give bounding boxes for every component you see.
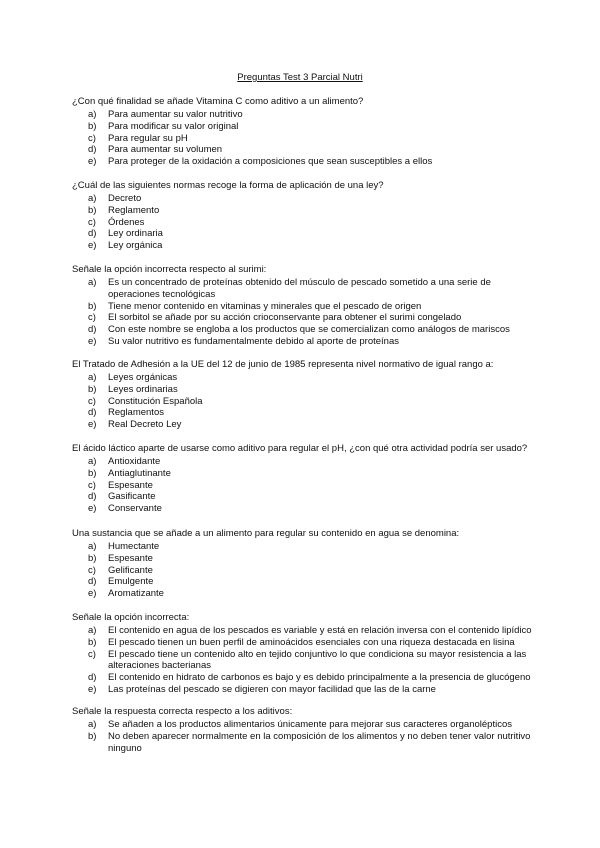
option-letter: b) bbox=[88, 204, 97, 216]
option-text: Emulgente bbox=[108, 576, 154, 588]
option-text: Para aumentar su valor nutritivo bbox=[108, 109, 243, 120]
option-letter: d) bbox=[88, 672, 97, 684]
answer-option bbox=[72, 396, 532, 408]
option-letter: c) bbox=[88, 312, 96, 324]
question-4 bbox=[72, 359, 532, 431]
answer-option bbox=[72, 541, 532, 553]
option-letter: c) bbox=[88, 479, 96, 491]
question-7 bbox=[72, 612, 532, 696]
option-text: Real Decreto Ley bbox=[108, 419, 182, 431]
question-text: Señale la opción incorrecta: bbox=[72, 612, 190, 623]
option-letter: e) bbox=[88, 156, 97, 168]
option-text: Reglamento bbox=[108, 204, 160, 216]
answer-option bbox=[72, 576, 532, 588]
option-text: Aromatizante bbox=[108, 588, 164, 600]
option-letter: a) bbox=[88, 456, 97, 467]
option-letter: a) bbox=[88, 277, 97, 288]
option-text: El pescado tiene un contenido alto en tejido conjuntivo lo que condiciona su mayor resistencia a las alteraciones bacterianas bbox=[108, 648, 527, 672]
option-text: Leyes orgánicas bbox=[108, 372, 178, 383]
question-text: ¿Con qué finalidad se añade Vitamina C como aditivo a un alimento? bbox=[72, 96, 364, 107]
option-letter: e) bbox=[88, 335, 97, 347]
answer-option bbox=[72, 672, 532, 684]
option-letter: d) bbox=[88, 407, 97, 419]
answer-option bbox=[72, 144, 532, 156]
answer-option bbox=[72, 301, 532, 313]
answer-option bbox=[72, 312, 532, 324]
option-text: Gasificante bbox=[108, 491, 156, 503]
answer-option bbox=[72, 372, 532, 384]
option-letter: d) bbox=[88, 576, 97, 588]
answer-option bbox=[72, 731, 532, 755]
option-text: Las proteínas del pescado se digieren con mayor facilidad que las de la carne bbox=[108, 683, 436, 695]
question-6 bbox=[72, 528, 532, 600]
question-8 bbox=[72, 706, 532, 754]
option-letter: e) bbox=[88, 419, 97, 431]
option-letter: d) bbox=[88, 144, 97, 156]
answer-option bbox=[72, 684, 532, 696]
answer-option bbox=[72, 407, 532, 419]
answer-option bbox=[72, 419, 532, 431]
option-letter: a) bbox=[88, 193, 97, 204]
option-text: Decreto bbox=[108, 193, 142, 204]
option-letter: a) bbox=[88, 541, 97, 552]
answer-option bbox=[72, 625, 532, 637]
option-letter: a) bbox=[88, 372, 97, 383]
option-text: Ley orgánica bbox=[108, 240, 163, 252]
option-letter: b) bbox=[88, 300, 97, 312]
answer-option bbox=[72, 109, 532, 121]
option-text: Para aumentar su volumen bbox=[108, 144, 223, 156]
option-text: Tiene menor contenido en vitaminas y minerales que el pescado de origen bbox=[108, 300, 422, 312]
option-text: Para modificar su valor original bbox=[108, 120, 239, 132]
answer-option bbox=[72, 637, 532, 649]
answer-option bbox=[72, 156, 532, 168]
option-text: Conservante bbox=[108, 503, 162, 515]
option-text: Se añaden a los productos alimentarios únicamente para mejorar sus caracteres organolépticos bbox=[108, 719, 512, 730]
option-text: El contenido en agua de los pescados es variable y está en relación inversa con el contenido lipídico bbox=[108, 625, 532, 636]
option-text: El contenido en hidrato de carbonos es bajo y es debido principalmente a la presencia de glucógeno bbox=[108, 672, 531, 684]
option-text: Reglamentos bbox=[108, 407, 164, 419]
option-letter: b) bbox=[88, 120, 97, 132]
question-text: ¿Cuál de las siguientes normas recoge la forma de aplicación de una ley? bbox=[72, 180, 384, 191]
option-letter: a) bbox=[88, 625, 97, 636]
option-letter: a) bbox=[88, 109, 97, 120]
option-text: Constitución Española bbox=[108, 395, 203, 407]
option-text: Su valor nutritivo es fundamentalmente debido al aporte de proteínas bbox=[108, 335, 399, 347]
question-1 bbox=[72, 96, 532, 168]
option-text: Órdenes bbox=[108, 216, 145, 228]
answer-option bbox=[72, 719, 532, 731]
answer-option bbox=[72, 456, 532, 468]
option-letter: b) bbox=[88, 383, 97, 395]
option-letter: c) bbox=[88, 132, 96, 144]
option-letter: d) bbox=[88, 228, 97, 240]
question-text: El Tratado de Adhesión a la UE del 12 de junio de 1985 representa nivel normativo de igual rango a: bbox=[72, 359, 494, 370]
answer-option bbox=[72, 121, 532, 133]
answer-option bbox=[72, 193, 532, 205]
option-text: Antioxidante bbox=[108, 456, 161, 467]
answer-option bbox=[72, 480, 532, 492]
question-text: Señale la opción incorrecta respecto al surimi: bbox=[72, 264, 267, 275]
option-letter: b) bbox=[88, 636, 97, 648]
answer-option bbox=[72, 468, 532, 480]
document-title: Preguntas Test 3 Parcial Nutri bbox=[237, 72, 363, 83]
option-text: Con este nombre se engloba a los productos que se comercializan como análogos de mariscos bbox=[108, 324, 510, 336]
option-letter: c) bbox=[88, 216, 96, 228]
option-letter: e) bbox=[88, 503, 97, 515]
option-text: No deben aparecer normalmente en la composición de los alimentos y no deben tener valor nutritivo ninguno bbox=[108, 730, 531, 754]
option-text: El pescado tienen un buen perfil de aminoácidos esenciales con una riqueza destacada en lisina bbox=[108, 636, 515, 648]
option-letter: d) bbox=[88, 324, 97, 336]
option-text: Leyes ordinarias bbox=[108, 383, 178, 395]
answer-option bbox=[72, 217, 532, 229]
question-3 bbox=[72, 264, 532, 348]
option-text: Para proteger de la oxidación a composiciones que sean susceptibles a ellos bbox=[108, 156, 433, 168]
option-text: Para regular su pH bbox=[108, 132, 188, 144]
answer-option bbox=[72, 649, 532, 673]
answer-option bbox=[72, 565, 532, 577]
option-letter: e) bbox=[88, 240, 97, 252]
option-text: Ley ordinaria bbox=[108, 228, 163, 240]
option-letter: e) bbox=[88, 683, 97, 695]
answer-option bbox=[72, 503, 532, 515]
question-5 bbox=[72, 443, 532, 515]
answer-option bbox=[72, 205, 532, 217]
option-text: Humectante bbox=[108, 541, 160, 552]
question-2 bbox=[72, 180, 532, 252]
option-letter: b) bbox=[88, 552, 97, 564]
option-text: Es un concentrado de proteínas obtenido del músculo de pescado sometido a una serie de operaciones tecnológicas bbox=[108, 277, 491, 300]
option-letter: b) bbox=[88, 730, 97, 742]
option-letter: c) bbox=[88, 395, 96, 407]
question-text: Una sustancia que se añade a un alimento para regular su contenido en agua se denomina: bbox=[72, 528, 460, 539]
option-letter: d) bbox=[88, 491, 97, 503]
answer-option bbox=[72, 588, 532, 600]
option-letter: a) bbox=[88, 719, 97, 730]
answer-option bbox=[72, 228, 532, 240]
answer-option bbox=[72, 133, 532, 145]
question-text: El ácido láctico aparte de usarse como aditivo para regular el pH, ¿con qué otra actividad podría ser usado? bbox=[72, 443, 528, 454]
answer-option bbox=[72, 336, 532, 348]
answer-option bbox=[72, 240, 532, 252]
option-text: Espesante bbox=[108, 479, 153, 491]
answer-option bbox=[72, 324, 532, 336]
option-letter: e) bbox=[88, 588, 97, 600]
option-text: Espesante bbox=[108, 552, 153, 564]
answer-option bbox=[72, 491, 532, 503]
option-text: Antiaglutinante bbox=[108, 467, 171, 479]
option-letter: b) bbox=[88, 467, 97, 479]
option-text: El sorbitol se añade por su acción crioconservante para obtener el surimi congelado bbox=[108, 312, 462, 324]
answer-option bbox=[72, 384, 532, 396]
answer-option bbox=[72, 553, 532, 565]
answer-option bbox=[72, 277, 532, 301]
question-text: Señale la respuesta correcta respecto a los aditivos: bbox=[72, 706, 293, 717]
option-letter: c) bbox=[88, 564, 96, 576]
option-text: Gelificante bbox=[108, 564, 153, 576]
option-letter: c) bbox=[88, 648, 96, 660]
